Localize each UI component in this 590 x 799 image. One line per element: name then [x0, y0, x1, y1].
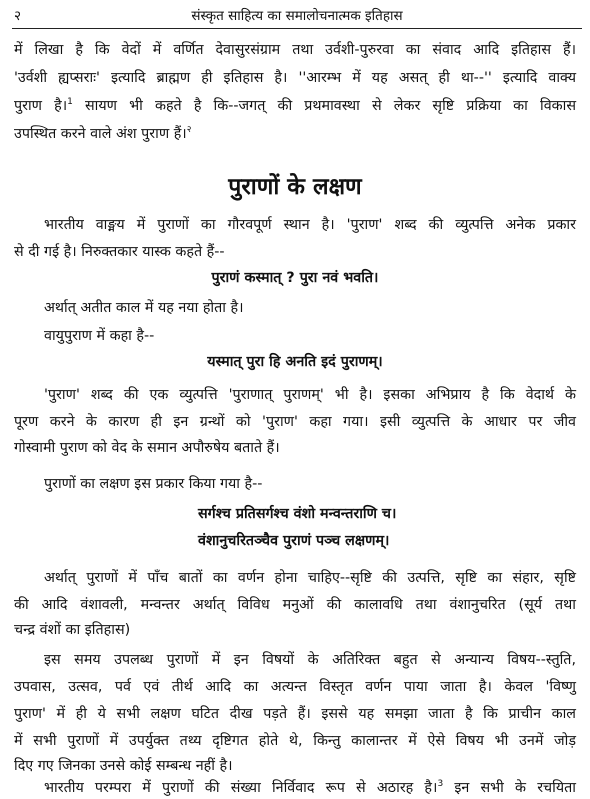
running-head: [14, 6, 580, 28]
text-line: पुराण' में ही ये सभी लक्षण घटित दीख पड़ते हैं। इससे यह समझा जाता है कि प्राचीन काल: [14, 706, 576, 722]
text-segment: पुराण है।: [14, 98, 68, 114]
text-segment: सायण भी कहते है कि--जगत् की प्रथमावस्था से लेकर सृष्टि प्रक्रिया का विकास: [72, 98, 576, 114]
header-rule: [12, 28, 582, 29]
text-line: अर्थात् पुराणों में पाँच बातों का वर्णन होना चाहिए--सृष्टि की उत्पत्ति, सृष्टि का संहार, सृष्टि: [44, 570, 576, 586]
verse-line: सर्गश्च प्रतिसर्गश्च वंशो मन्वन्तराणि च।: [198, 506, 397, 522]
footnote-mark: २: [186, 125, 192, 136]
section-heading: पुराणों के लक्षण: [228, 174, 362, 200]
text-line: [14, 96, 576, 116]
text-line: 'पुराण' शब्द की एक व्युत्पत्ति 'पुराणात् पुराणम्' भी है। इसका अभिप्राय है कि वेदार्थ के: [44, 387, 576, 403]
text-line: गोस्वामी पुराण को वेद के समान अपौरुषेय बताते हैं।: [14, 440, 280, 456]
text-line: पुराणों का लक्षण इस प्रकार किया गया है--: [44, 476, 263, 492]
text-line: भारतीय वाङ्मय में पुराणों का गौरवपूर्ण स्थान है। 'पुराण' शब्द की व्युत्पत्ति अनेक प्रकार: [44, 217, 576, 233]
text-line: 'उर्वशी ह्यप्सराः' इत्यादि ब्राह्मण ही इतिहास है। ''आरम्भ में यह असत् ही था--'' इत्यादि वाक्य: [14, 70, 576, 86]
text-line: अर्थात् अतीत काल में यह नया होता है।: [44, 300, 244, 316]
text-line: में लिखा है कि वेदों में वर्णित देवासुरसंग्राम तथा उर्वशी-पुरुरवा का संवाद आदि इतिहास हैं।: [14, 42, 576, 58]
text-line: की आदि वंशावली, मन्वन्तर अर्थात् विविध मनुओं की कालावधि तथा वंशानुचरित (सूर्य तथा: [14, 597, 576, 613]
verse-line: यस्मात् पुरा हि अनति इदं पुराणम्।: [207, 354, 383, 370]
text-line: में सभी पुराणों में उपर्युक्त तथ्य दृष्टिगत होते थे, किन्तु कालान्तर में ऐसे विषय भी उनमें जोड़: [14, 733, 576, 749]
page-number: २: [14, 8, 22, 24]
text-line: चन्द्र वंशों का इतिहास): [14, 622, 131, 638]
footnote-mark: 1: [67, 97, 73, 108]
footnote-mark: 3: [437, 779, 444, 790]
text-line: वायुपुराण में कहा है--: [44, 328, 155, 344]
text-line: इस समय उपलब्ध पुराणों में इन विषयों के अतिरिक्त बहुत से अन्यान्य विषय--स्तुति,: [44, 652, 576, 668]
text-segment: इन सभी के रचयिता: [443, 780, 576, 796]
verse-line: पुराणं कस्मात् ? पुरा नवं भवति।: [211, 270, 379, 286]
text-segment: उपस्थित करने वाले अंश पुराण हैं।: [14, 126, 187, 142]
text-line: [14, 124, 191, 144]
text-line: [44, 778, 576, 798]
text-segment: भारतीय परम्परा में पुराणों की संख्या निर्विवाद रूप से अठारह है।: [44, 780, 438, 796]
text-line: दिए गए जिनका उनसे कोई सम्बन्ध नहीं है।: [14, 758, 233, 774]
text-line: पूरण करने के कारण ही इन ग्रन्थों को 'पुराण' कहा गया। इसी व्युत्पत्ति के आधार पर जीव: [14, 414, 576, 430]
verse-line: वंशानुचरितञ्चैव पुराणं पञ्च लक्षणम्।: [198, 533, 390, 549]
header-title: संस्कृत साहित्य का समालोचनात्मक इतिहास: [191, 8, 403, 24]
text-line: से दी गई है। निरुक्तकार यास्क कहते हैं--: [14, 244, 225, 260]
text-line: उपवास, उत्सव, पर्व एवं तीर्थ आदि का अत्यन्त विस्तृत वर्णन पाया जाता है। केवल 'विष्णु: [14, 679, 576, 695]
